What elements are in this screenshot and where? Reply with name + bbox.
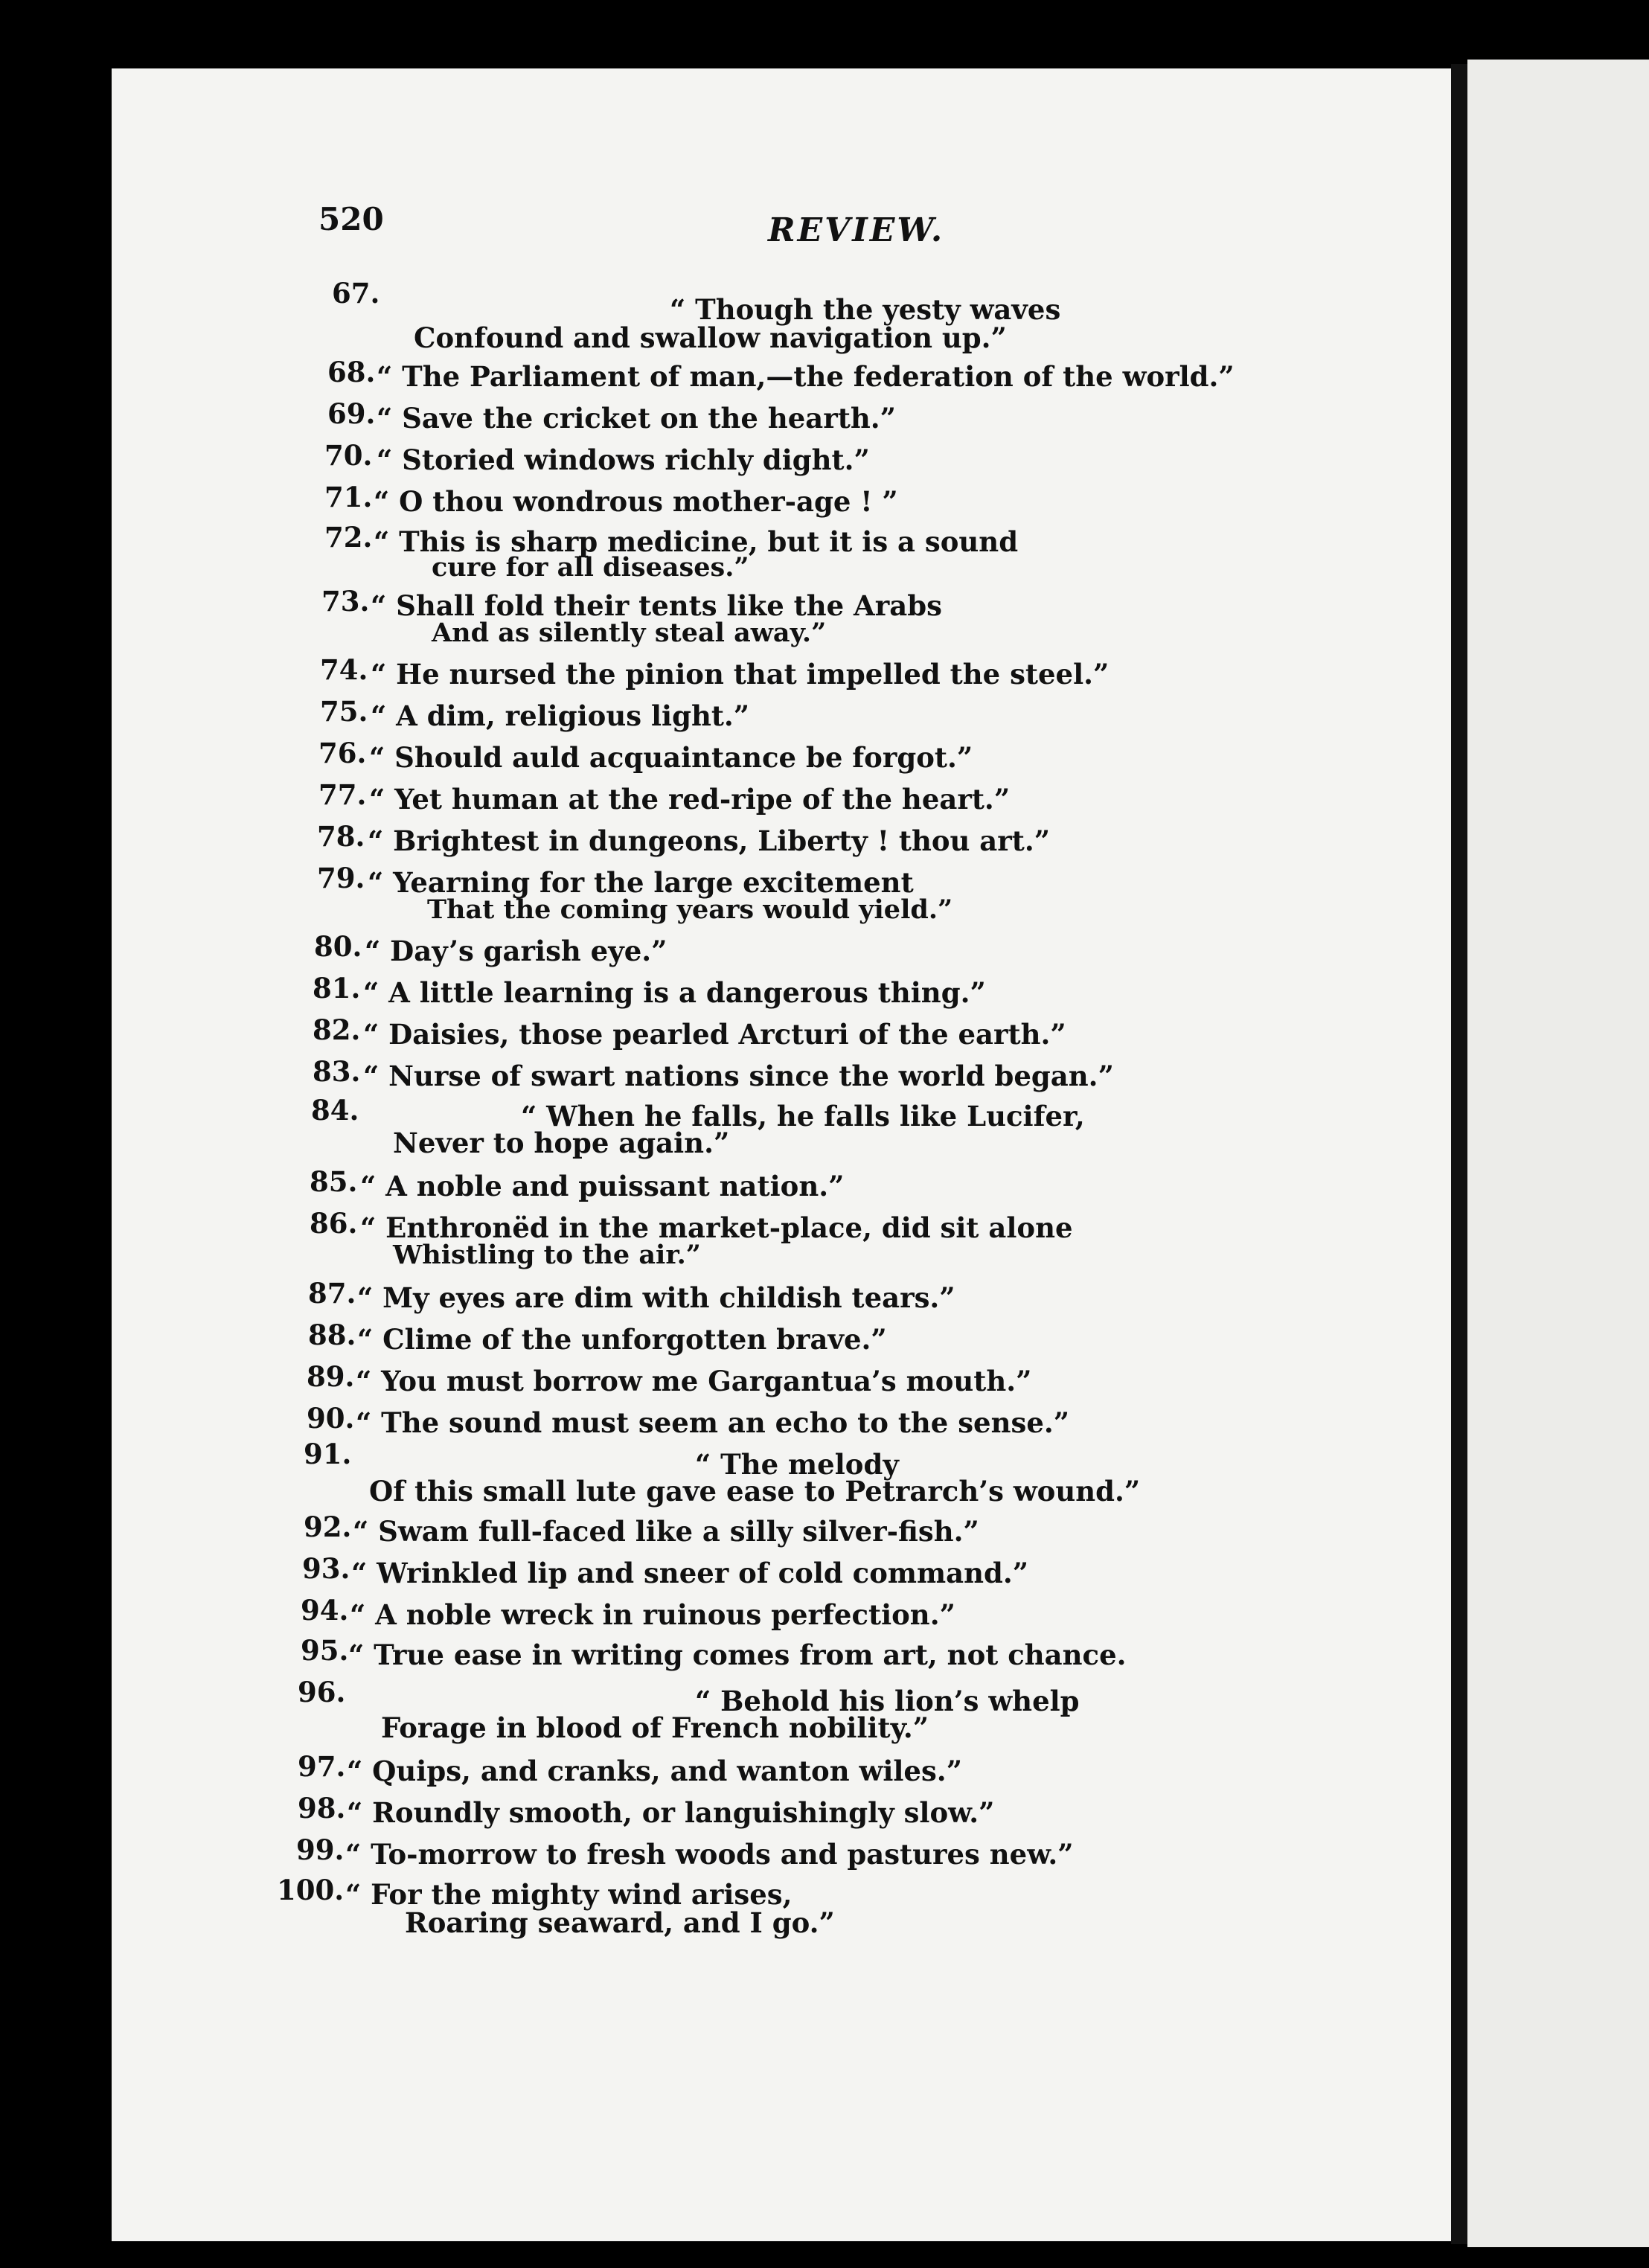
entry-number: 77. — [318, 778, 367, 811]
entry-number: 71. — [324, 481, 373, 513]
book-gutter — [1451, 64, 1467, 2244]
entry-number: 69. — [327, 397, 376, 430]
running-head: REVIEW. — [768, 211, 945, 249]
quote-line: “ A little learning is a dangerous thing.” — [363, 976, 986, 1009]
entry-number: 96. — [298, 1676, 346, 1708]
quote-line: “ You must borrow me Gargantua’s mouth.” — [356, 1365, 1032, 1397]
quote-line: “ O thou wondrous mother-age ! ” — [374, 485, 898, 518]
quote-line: “ When he falls, he falls like Lucifer, — [521, 1100, 1085, 1133]
entry-number: 91. — [304, 1438, 352, 1470]
entry-number: 81. — [313, 972, 361, 1005]
quote-line: “ Quips, and cranks, and wanton wiles.” — [347, 1755, 962, 1787]
entry-number: 95. — [301, 1634, 349, 1667]
quote-line: “ Shall fold their tents like the Arabs — [371, 589, 942, 622]
quote-line: “ Nurse of swart nations since the world began.” — [363, 1060, 1114, 1092]
quote-line: “ Should auld acquaintance be forgot.” — [369, 741, 973, 774]
entry-number: 97. — [298, 1750, 346, 1783]
page-number: 520 — [318, 201, 384, 237]
quote-line: “ Swam full-faced like a silly silver-fish.” — [353, 1515, 979, 1548]
entry-number: 87. — [308, 1277, 356, 1310]
quote-line: “ Daisies, those pearled Arcturi of the earth.” — [363, 1018, 1066, 1051]
quote-line: “ For the mighty wind arises, — [345, 1878, 793, 1911]
entry-number: 79. — [317, 862, 365, 894]
quote-line: Of this small lute gave ease to Petrarch’s wound.” — [369, 1475, 1141, 1508]
entry-number: 94. — [301, 1594, 349, 1627]
entry-number: 72. — [324, 521, 373, 554]
quote-line: “ To-morrow to fresh woods and pastures new.” — [345, 1838, 1074, 1871]
quote-line: “ This is sharp medicine, but it is a sound — [374, 525, 1019, 558]
quote-line: Whistling to the air.” — [393, 1240, 701, 1270]
quote-line: “ Roundly smooth, or languishingly slow.” — [347, 1796, 995, 1829]
quote-line: “ A noble wreck in ruinous perfection.” — [350, 1598, 955, 1631]
entry-number: 100. — [277, 1874, 345, 1906]
quote-line: “ The Parliament of man,—the federation of the world.” — [377, 360, 1235, 393]
entry-number: 78. — [317, 820, 365, 853]
quote-line: “ Behold his lion’s whelp — [695, 1685, 1080, 1717]
quote-line: “ Save the cricket on the hearth.” — [377, 402, 896, 435]
entry-number: 82. — [313, 1013, 361, 1046]
quote-line: “ True ease in writing comes from art, not chance. — [348, 1638, 1127, 1671]
quote-line: “ Brightest in dungeons, Liberty ! thou art.” — [368, 824, 1051, 857]
quote-line: Roaring seaward, and I go.” — [405, 1906, 835, 1939]
quote-line: Confound and swallow navigation up.” — [414, 321, 1007, 354]
quote-line: “ He nursed the pinion that impelled the steel.” — [371, 658, 1110, 691]
quote-line: “ Day’s garish eye.” — [365, 935, 667, 967]
quote-line: That the coming years would yield.” — [427, 894, 953, 925]
entry-number: 93. — [302, 1552, 350, 1585]
entry-number: 74. — [320, 653, 368, 686]
quote-line: “ Though the yesty waves — [670, 293, 1061, 326]
quote-line: “ Wrinkled lip and sneer of cold command.” — [351, 1557, 1029, 1589]
entry-number: 85. — [310, 1165, 358, 1198]
entry-number: 99. — [296, 1833, 345, 1866]
entry-number: 89. — [307, 1360, 355, 1393]
quote-line: “ A dim, religious light.” — [371, 699, 750, 732]
entry-number: 86. — [310, 1207, 358, 1240]
quote-line: “ The sound must seem an echo to the sense.” — [356, 1406, 1070, 1439]
facing-page-edge — [1467, 60, 1649, 2247]
entry-number: 83. — [313, 1055, 361, 1088]
entry-number: 90. — [307, 1402, 355, 1435]
entry-number: 67. — [332, 277, 380, 310]
entry-number: 75. — [320, 695, 368, 728]
quote-line: Forage in blood of French nobility.” — [381, 1711, 929, 1744]
quote-line: “ Storied windows richly dight.” — [377, 443, 870, 476]
entry-number: 92. — [304, 1511, 352, 1543]
entry-number: 84. — [311, 1094, 359, 1127]
quote-line: Never to hope again.” — [393, 1127, 730, 1159]
quote-line: “ Yearning for the large excitement — [368, 866, 914, 899]
entry-number: 73. — [321, 585, 370, 618]
entry-number: 70. — [324, 439, 373, 472]
entry-number: 68. — [327, 356, 376, 388]
quote-line: “ Enthronëd in the market-place, did sit alone — [360, 1211, 1073, 1244]
quote-line: And as silently steal away.” — [432, 618, 827, 648]
quote-line: “ A noble and puissant nation.” — [360, 1170, 845, 1202]
entry-number: 80. — [314, 930, 362, 963]
entry-number: 98. — [298, 1792, 346, 1825]
quote-line: “ Clime of the unforgotten brave.” — [357, 1323, 887, 1356]
quote-line: cure for all diseases.” — [432, 552, 749, 583]
quote-line: “ The melody — [695, 1448, 899, 1481]
entry-number: 76. — [318, 737, 367, 769]
quote-line: “ My eyes are dim with childish tears.” — [357, 1281, 955, 1314]
quote-line: “ Yet human at the red-ripe of the heart.” — [369, 783, 1011, 816]
entry-number: 88. — [308, 1319, 356, 1351]
